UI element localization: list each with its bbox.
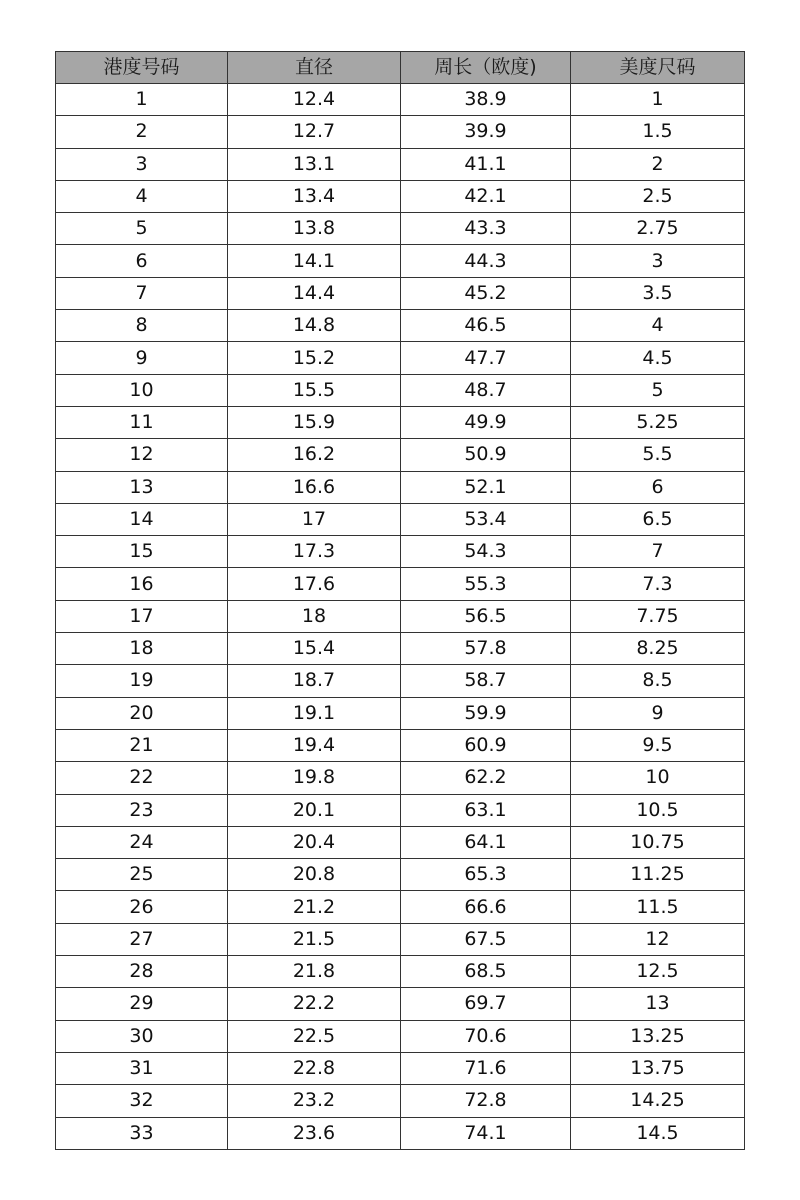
cell-hk-size: 18 bbox=[56, 633, 228, 665]
cell-hk-size: 17 bbox=[56, 600, 228, 632]
table-row bbox=[56, 1020, 745, 1052]
cell-diameter: 13.8 bbox=[228, 213, 401, 245]
cell-hk-size: 31 bbox=[56, 1052, 228, 1084]
table-row bbox=[56, 277, 745, 309]
table-row bbox=[56, 245, 745, 277]
cell-us-size: 4 bbox=[571, 310, 745, 342]
cell-circumference-eu: 47.7 bbox=[401, 342, 571, 374]
cell-us-size: 1 bbox=[571, 84, 745, 116]
table-row bbox=[56, 794, 745, 826]
cell-diameter: 13.1 bbox=[228, 148, 401, 180]
cell-circumference-eu: 65.3 bbox=[401, 859, 571, 891]
cell-circumference-eu: 42.1 bbox=[401, 180, 571, 212]
cell-diameter: 17.3 bbox=[228, 536, 401, 568]
table-row bbox=[56, 633, 745, 665]
cell-hk-size: 32 bbox=[56, 1085, 228, 1117]
cell-us-size: 2.75 bbox=[571, 213, 745, 245]
header-us-size: 美度尺码 bbox=[571, 52, 745, 84]
table-row bbox=[56, 665, 745, 697]
table-row bbox=[56, 310, 745, 342]
header-circumference-eu: 周长（欧度) bbox=[401, 52, 571, 84]
cell-us-size: 12.5 bbox=[571, 956, 745, 988]
cell-diameter: 19.1 bbox=[228, 697, 401, 729]
table-row bbox=[56, 148, 745, 180]
cell-circumference-eu: 54.3 bbox=[401, 536, 571, 568]
cell-hk-size: 2 bbox=[56, 116, 228, 148]
cell-us-size: 12 bbox=[571, 923, 745, 955]
cell-hk-size: 19 bbox=[56, 665, 228, 697]
cell-us-size: 10.5 bbox=[571, 794, 745, 826]
table-row bbox=[56, 342, 745, 374]
cell-circumference-eu: 46.5 bbox=[401, 310, 571, 342]
cell-diameter: 17 bbox=[228, 503, 401, 535]
cell-diameter: 12.4 bbox=[228, 84, 401, 116]
cell-hk-size: 15 bbox=[56, 536, 228, 568]
table-row bbox=[56, 1085, 745, 1117]
cell-us-size: 5.25 bbox=[571, 406, 745, 438]
cell-circumference-eu: 41.1 bbox=[401, 148, 571, 180]
cell-hk-size: 3 bbox=[56, 148, 228, 180]
cell-diameter: 21.2 bbox=[228, 891, 401, 923]
cell-us-size: 14.5 bbox=[571, 1117, 745, 1149]
header-diameter: 直径 bbox=[228, 52, 401, 84]
table-row bbox=[56, 600, 745, 632]
cell-circumference-eu: 44.3 bbox=[401, 245, 571, 277]
cell-diameter: 19.8 bbox=[228, 762, 401, 794]
cell-circumference-eu: 69.7 bbox=[401, 988, 571, 1020]
cell-diameter: 22.8 bbox=[228, 1052, 401, 1084]
cell-hk-size: 30 bbox=[56, 1020, 228, 1052]
cell-circumference-eu: 49.9 bbox=[401, 406, 571, 438]
cell-circumference-eu: 48.7 bbox=[401, 374, 571, 406]
cell-diameter: 15.2 bbox=[228, 342, 401, 374]
cell-us-size: 11.25 bbox=[571, 859, 745, 891]
table-header-row bbox=[56, 52, 745, 84]
table-row bbox=[56, 406, 745, 438]
table-row bbox=[56, 568, 745, 600]
cell-us-size: 7.75 bbox=[571, 600, 745, 632]
cell-hk-size: 13 bbox=[56, 471, 228, 503]
cell-diameter: 23.6 bbox=[228, 1117, 401, 1149]
cell-us-size: 6 bbox=[571, 471, 745, 503]
cell-diameter: 18.7 bbox=[228, 665, 401, 697]
table-row bbox=[56, 116, 745, 148]
table-row bbox=[56, 439, 745, 471]
table-row bbox=[56, 697, 745, 729]
cell-hk-size: 9 bbox=[56, 342, 228, 374]
cell-hk-size: 25 bbox=[56, 859, 228, 891]
cell-us-size: 13.75 bbox=[571, 1052, 745, 1084]
table-row bbox=[56, 826, 745, 858]
cell-us-size: 14.25 bbox=[571, 1085, 745, 1117]
table-row bbox=[56, 471, 745, 503]
header-hk-size: 港度号码 bbox=[56, 52, 228, 84]
cell-diameter: 15.4 bbox=[228, 633, 401, 665]
cell-circumference-eu: 64.1 bbox=[401, 826, 571, 858]
cell-hk-size: 1 bbox=[56, 84, 228, 116]
table-row bbox=[56, 859, 745, 891]
cell-us-size: 5 bbox=[571, 374, 745, 406]
cell-circumference-eu: 72.8 bbox=[401, 1085, 571, 1117]
cell-hk-size: 11 bbox=[56, 406, 228, 438]
cell-diameter: 21.8 bbox=[228, 956, 401, 988]
cell-us-size: 11.5 bbox=[571, 891, 745, 923]
cell-diameter: 18 bbox=[228, 600, 401, 632]
cell-hk-size: 4 bbox=[56, 180, 228, 212]
table-row bbox=[56, 213, 745, 245]
cell-hk-size: 16 bbox=[56, 568, 228, 600]
cell-hk-size: 5 bbox=[56, 213, 228, 245]
table-row bbox=[56, 1117, 745, 1149]
cell-diameter: 14.8 bbox=[228, 310, 401, 342]
table-body bbox=[56, 84, 745, 1150]
table-row bbox=[56, 891, 745, 923]
cell-diameter: 22.2 bbox=[228, 988, 401, 1020]
cell-circumference-eu: 45.2 bbox=[401, 277, 571, 309]
cell-diameter: 14.1 bbox=[228, 245, 401, 277]
cell-circumference-eu: 59.9 bbox=[401, 697, 571, 729]
cell-circumference-eu: 52.1 bbox=[401, 471, 571, 503]
cell-us-size: 10.75 bbox=[571, 826, 745, 858]
cell-circumference-eu: 53.4 bbox=[401, 503, 571, 535]
table-row bbox=[56, 923, 745, 955]
cell-diameter: 20.4 bbox=[228, 826, 401, 858]
cell-us-size: 13.25 bbox=[571, 1020, 745, 1052]
cell-us-size: 7.3 bbox=[571, 568, 745, 600]
cell-circumference-eu: 56.5 bbox=[401, 600, 571, 632]
cell-circumference-eu: 62.2 bbox=[401, 762, 571, 794]
cell-diameter: 15.9 bbox=[228, 406, 401, 438]
cell-hk-size: 26 bbox=[56, 891, 228, 923]
cell-circumference-eu: 38.9 bbox=[401, 84, 571, 116]
table-row bbox=[56, 84, 745, 116]
cell-us-size: 1.5 bbox=[571, 116, 745, 148]
cell-us-size: 5.5 bbox=[571, 439, 745, 471]
cell-diameter: 23.2 bbox=[228, 1085, 401, 1117]
table-row bbox=[56, 762, 745, 794]
cell-hk-size: 7 bbox=[56, 277, 228, 309]
cell-diameter: 16.2 bbox=[228, 439, 401, 471]
cell-circumference-eu: 66.6 bbox=[401, 891, 571, 923]
cell-circumference-eu: 60.9 bbox=[401, 729, 571, 761]
cell-us-size: 7 bbox=[571, 536, 745, 568]
cell-diameter: 16.6 bbox=[228, 471, 401, 503]
cell-diameter: 12.7 bbox=[228, 116, 401, 148]
table-row bbox=[56, 503, 745, 535]
cell-us-size: 9 bbox=[571, 697, 745, 729]
cell-circumference-eu: 74.1 bbox=[401, 1117, 571, 1149]
cell-diameter: 17.6 bbox=[228, 568, 401, 600]
cell-circumference-eu: 57.8 bbox=[401, 633, 571, 665]
cell-circumference-eu: 63.1 bbox=[401, 794, 571, 826]
cell-circumference-eu: 70.6 bbox=[401, 1020, 571, 1052]
ring-size-table bbox=[55, 51, 745, 1150]
cell-hk-size: 24 bbox=[56, 826, 228, 858]
cell-circumference-eu: 39.9 bbox=[401, 116, 571, 148]
cell-hk-size: 28 bbox=[56, 956, 228, 988]
table-row bbox=[56, 1052, 745, 1084]
cell-diameter: 14.4 bbox=[228, 277, 401, 309]
cell-diameter: 15.5 bbox=[228, 374, 401, 406]
cell-hk-size: 29 bbox=[56, 988, 228, 1020]
cell-us-size: 3 bbox=[571, 245, 745, 277]
cell-us-size: 2.5 bbox=[571, 180, 745, 212]
cell-hk-size: 20 bbox=[56, 697, 228, 729]
cell-circumference-eu: 68.5 bbox=[401, 956, 571, 988]
cell-us-size: 10 bbox=[571, 762, 745, 794]
cell-circumference-eu: 58.7 bbox=[401, 665, 571, 697]
cell-hk-size: 6 bbox=[56, 245, 228, 277]
cell-us-size: 6.5 bbox=[571, 503, 745, 535]
cell-us-size: 13 bbox=[571, 988, 745, 1020]
cell-hk-size: 33 bbox=[56, 1117, 228, 1149]
cell-us-size: 4.5 bbox=[571, 342, 745, 374]
cell-circumference-eu: 43.3 bbox=[401, 213, 571, 245]
cell-diameter: 22.5 bbox=[228, 1020, 401, 1052]
cell-us-size: 2 bbox=[571, 148, 745, 180]
cell-hk-size: 22 bbox=[56, 762, 228, 794]
cell-hk-size: 14 bbox=[56, 503, 228, 535]
cell-circumference-eu: 50.9 bbox=[401, 439, 571, 471]
cell-diameter: 20.8 bbox=[228, 859, 401, 891]
cell-hk-size: 8 bbox=[56, 310, 228, 342]
cell-circumference-eu: 55.3 bbox=[401, 568, 571, 600]
table-row bbox=[56, 988, 745, 1020]
cell-hk-size: 10 bbox=[56, 374, 228, 406]
cell-diameter: 21.5 bbox=[228, 923, 401, 955]
table-row bbox=[56, 956, 745, 988]
cell-hk-size: 12 bbox=[56, 439, 228, 471]
cell-diameter: 19.4 bbox=[228, 729, 401, 761]
cell-us-size: 8.5 bbox=[571, 665, 745, 697]
table-row bbox=[56, 374, 745, 406]
table-row bbox=[56, 536, 745, 568]
table-row bbox=[56, 180, 745, 212]
cell-us-size: 8.25 bbox=[571, 633, 745, 665]
cell-diameter: 13.4 bbox=[228, 180, 401, 212]
cell-hk-size: 21 bbox=[56, 729, 228, 761]
cell-circumference-eu: 71.6 bbox=[401, 1052, 571, 1084]
cell-us-size: 9.5 bbox=[571, 729, 745, 761]
cell-us-size: 3.5 bbox=[571, 277, 745, 309]
table-header bbox=[56, 52, 745, 84]
table-row bbox=[56, 729, 745, 761]
cell-hk-size: 23 bbox=[56, 794, 228, 826]
cell-hk-size: 27 bbox=[56, 923, 228, 955]
cell-diameter: 20.1 bbox=[228, 794, 401, 826]
cell-circumference-eu: 67.5 bbox=[401, 923, 571, 955]
